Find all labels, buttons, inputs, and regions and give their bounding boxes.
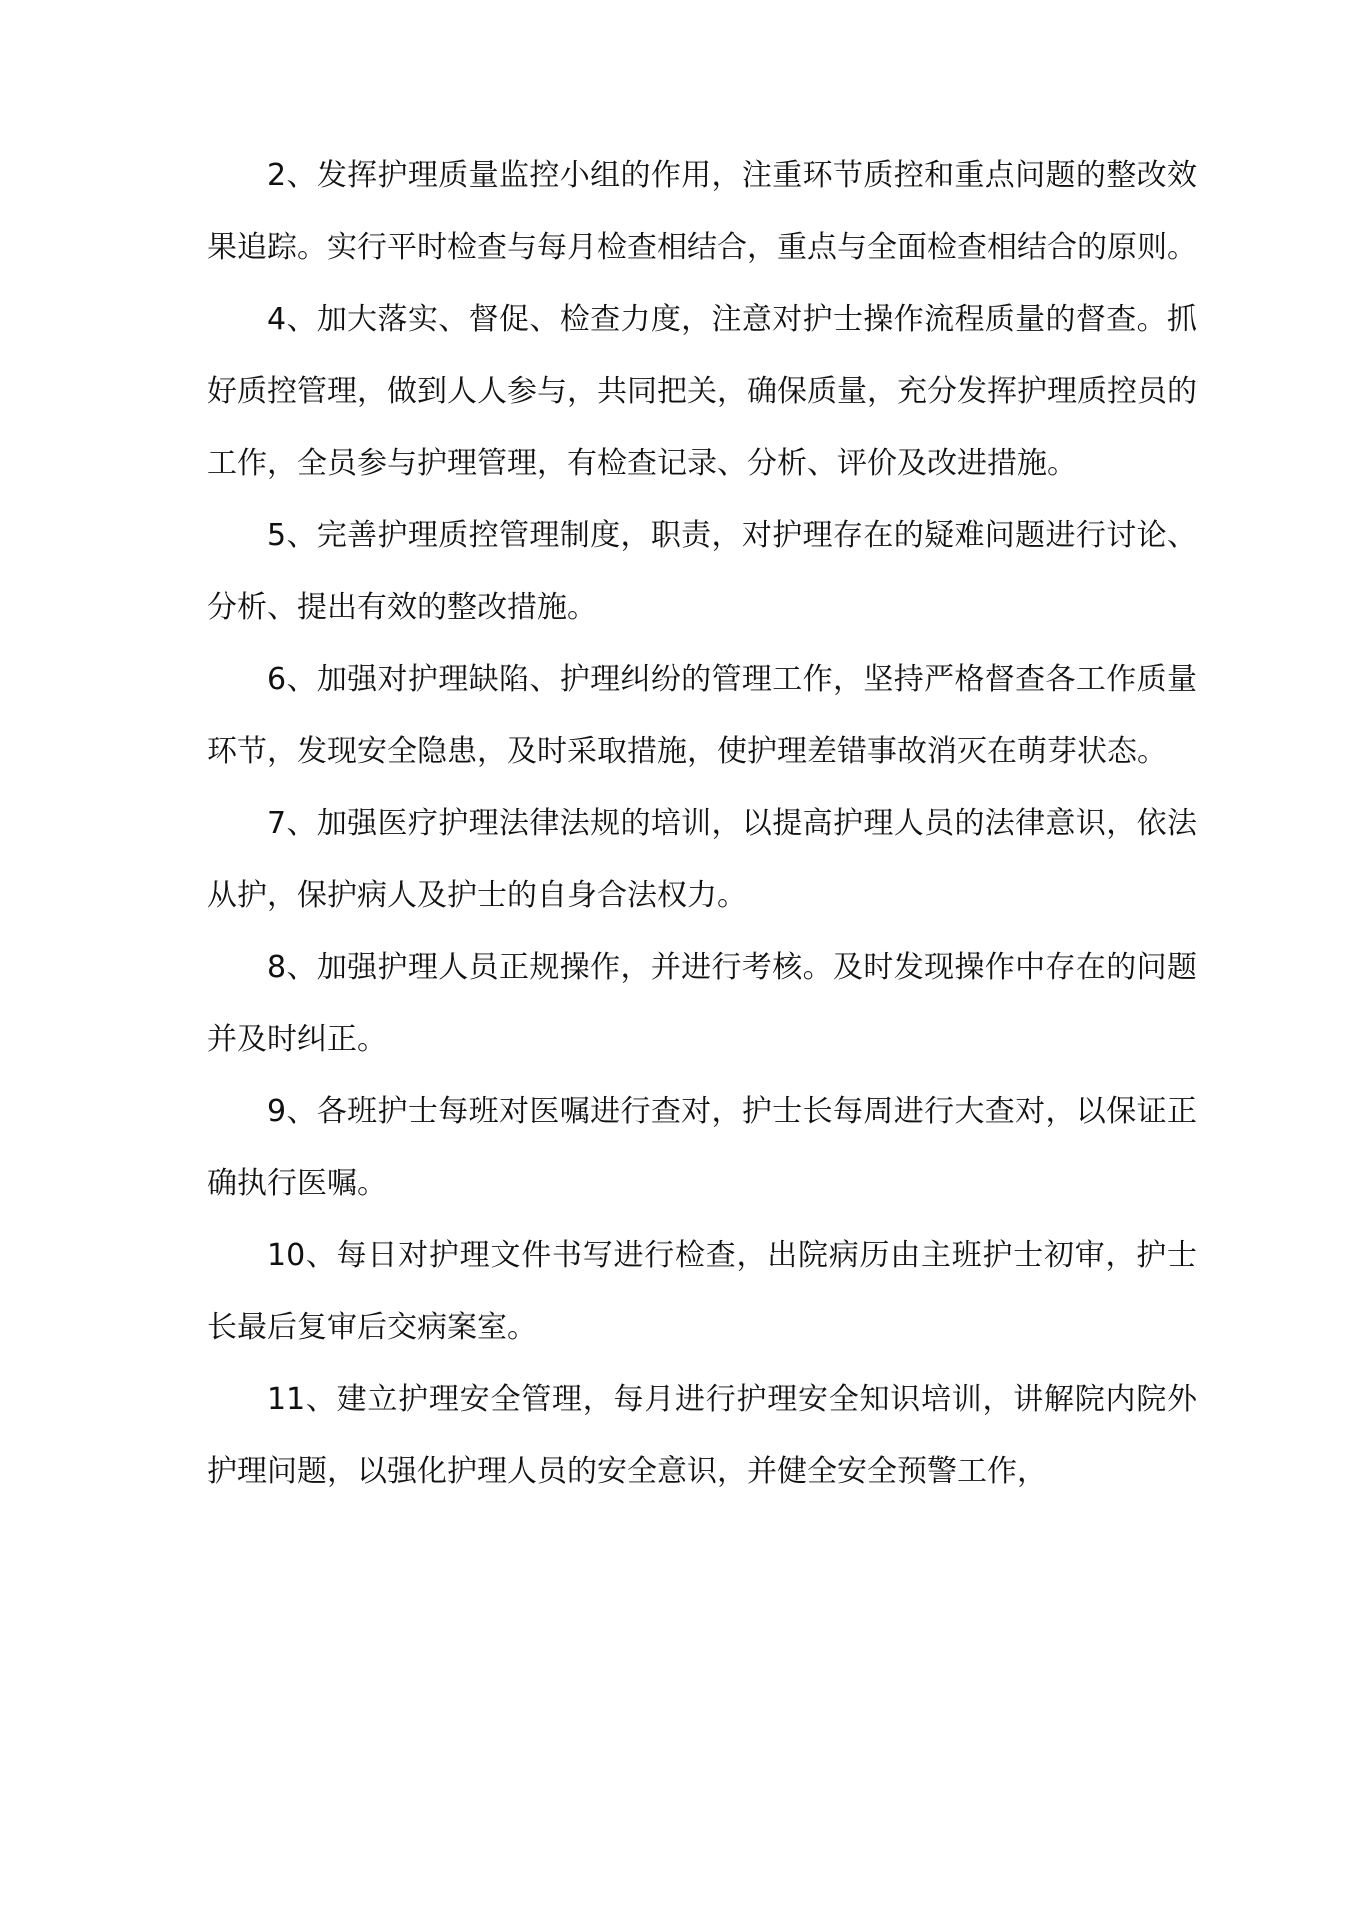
paragraph-item-11: 11、建立护理安全管理，每月进行护理安全知识培训，讲解院内院外护理问题，以强化护理人员的安全意识，并健全安全预警工作，: [207, 1382, 1197, 1489]
paragraph-item-9: 9、各班护士每班对医嘱进行查对，护士长每周进行大查对，以保证正确执行医嘱。: [207, 1094, 1197, 1201]
paragraph-item-4: 4、加大落实、督促、检查力度，注意对护士操作流程质量的督查。抓好质控管理，做到人人参与，共同把关，确保质量，充分发挥护理质控员的工作，全员参与护理管理，有检查记录、分析、评价及改进措施。: [207, 302, 1197, 481]
paragraph-item-7: 7、加强医疗护理法律法规的培训，以提高护理人员的法律意识，依法从护，保护病人及护士的自身合法权力。: [207, 806, 1197, 913]
paragraph-item-2: 2、发挥护理质量监控小组的作用，注重环节质控和重点问题的整改效果追踪。实行平时检查与每月检查相结合，重点与全面检查相结合的原则。: [207, 158, 1197, 265]
document-body: [207, 140, 1197, 1508]
paragraph-item-8: 8、加强护理人员正规操作，并进行考核。及时发现操作中存在的问题并及时纠正。: [207, 950, 1197, 1057]
paragraph-item-5: 5、完善护理质控管理制度，职责，对护理存在的疑难问题进行讨论、分析、提出有效的整改措施。: [207, 518, 1197, 625]
paragraph-item-10: 10、每日对护理文件书写进行检查，出院病历由主班护士初审，护士长最后复审后交病案室。: [207, 1238, 1197, 1345]
paragraph-item-6: 6、加强对护理缺陷、护理纠纷的管理工作，坚持严格督查各工作质量环节，发现安全隐患，及时采取措施，使护理差错事故消灭在萌芽状态。: [207, 662, 1197, 769]
